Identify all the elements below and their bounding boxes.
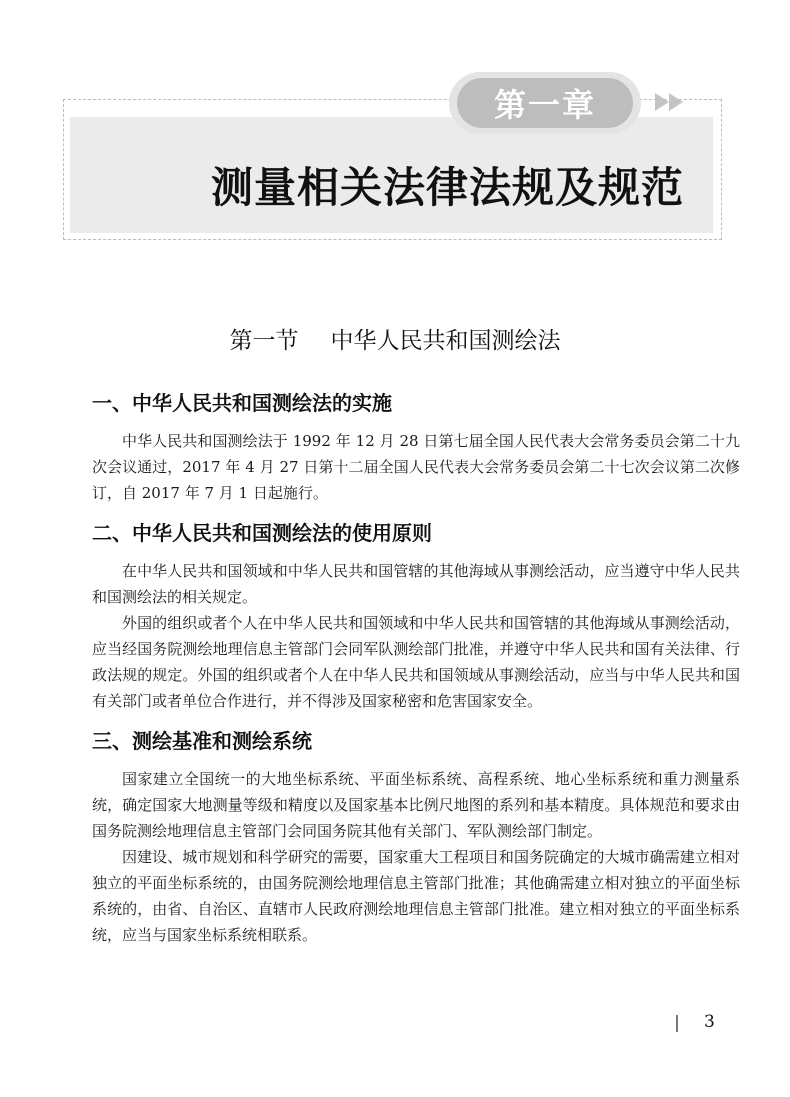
paragraph: 因建设、城市规划和科学研究的需要，国家重大工程项目和国务院确定的大城市确需建立相对独立的平面坐标系统的，由国务院测绘地理信息主管部门批准；其他确需建立相对独立的平面坐标系统的，由省、自治区、直辖市人民政府测绘地理信息主管部门批准。建立相对独立的平面坐标系统，应当与国家坐标系统相联系。: [92, 848, 740, 944]
subsection-heading: 二、中华人民共和国测绘法的使用原则: [92, 521, 432, 545]
paragraph: 国家建立全国统一的大地坐标系统、平面坐标系统、高程系统、地心坐标系统和重力测量系统，确定国家大地测量等级和精度以及国家基本比例尺地图的系列和基本精度。具体规范和要求由国务院测绘地理信息主管部门会同国务院其他有关部门、军队测绘部门制定。: [92, 770, 740, 840]
chapter-label: 第一章: [457, 78, 633, 128]
section-number: 第一节: [229, 328, 299, 354]
paragraph: 外国的组织或者个人在中华人民共和国领域和中华人民共和国管辖的其他海域从事测绘活动，应当经国务院测绘地理信息主管部门会同军队测绘部门批准，并遵守中华人民共和国有关法律、行政法规的规定。外国的组织或者个人在中华人民共和国领域从事测绘活动，应当与中华人民共和国有关部门或者单位合作进行，并不得涉及国家秘密和危害国家安全。: [92, 614, 740, 710]
subsection-heading: 一、中华人民共和国测绘法的实施: [92, 391, 392, 415]
page-footer: [676, 1012, 736, 1038]
subsection-heading: 三、测绘基准和测绘系统: [92, 729, 312, 753]
paragraph: 中华人民共和国测绘法于 1992 年 12 月 28 日第七届全国人民代表大会常务委员会第二十九次会议通过，2017 年 4 月 27 日第十二届全国人民代表大会常务委员会第二十七次会议第二次修订，自 2017 年 7 月 1 日起施行。: [92, 432, 740, 502]
footer-divider: [676, 1015, 678, 1032]
section-title: [0, 322, 790, 355]
paragraph: 在中华人民共和国领域和中华人民共和国管辖的其他海域从事测绘活动，应当遵守中华人民共和国测绘法的相关规定。: [92, 562, 740, 606]
body-content: [80, 388, 740, 948]
double-arrow-icon: [655, 91, 695, 113]
section-name: 中华人民共和国测绘法: [330, 328, 561, 354]
page-number: 3: [704, 1012, 715, 1032]
chapter-title: 测量相关法律法规及规范: [210, 163, 684, 212]
